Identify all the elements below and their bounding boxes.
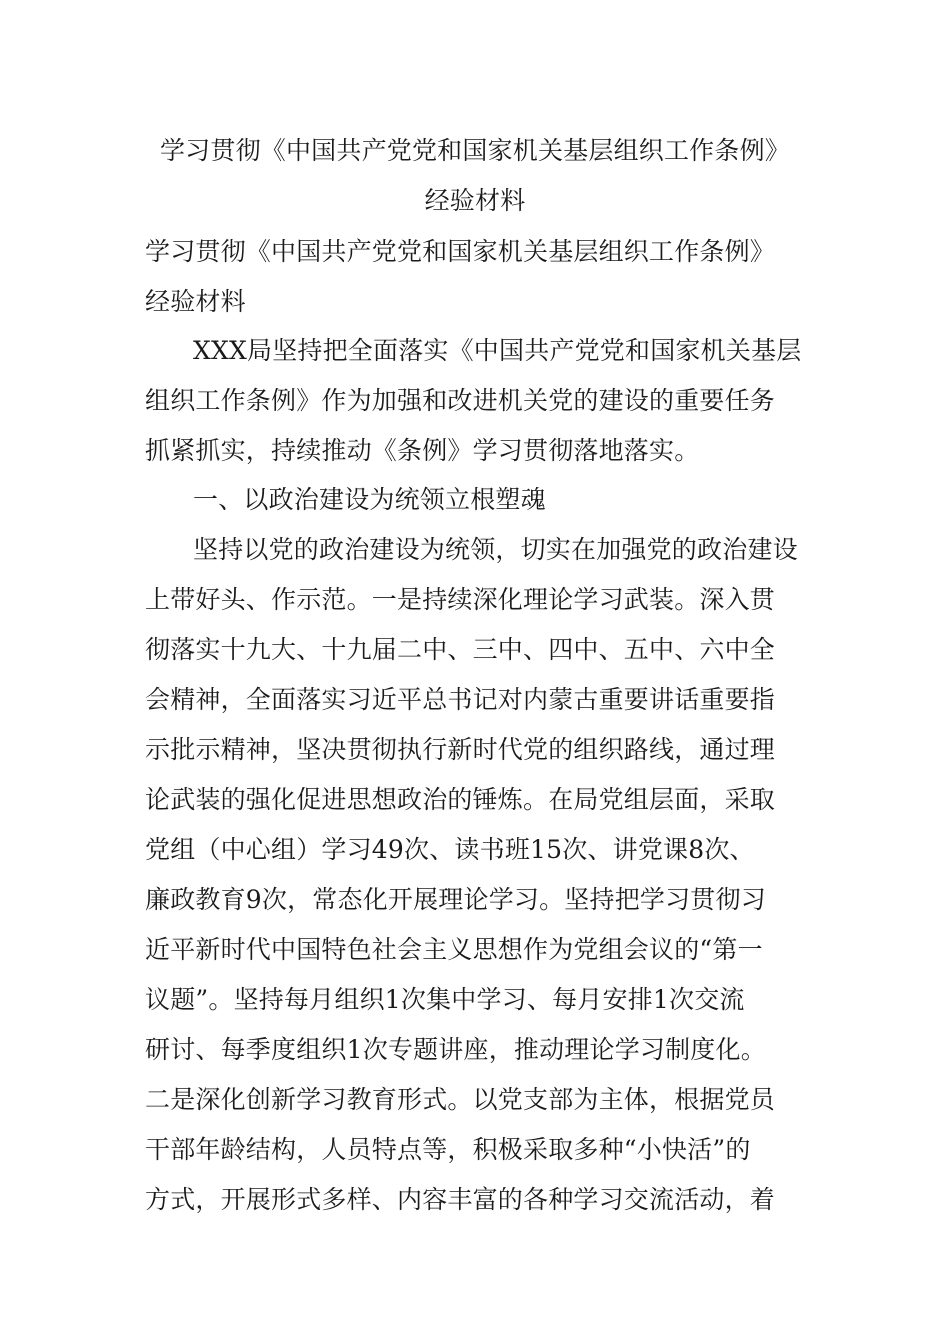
body-line-5: 示批示精神，坚决贯彻执行新时代党的组织路线，通过理 <box>145 735 776 764</box>
section-heading: 一、以政治建设为统领立根塑魂 <box>193 485 546 514</box>
repeat-title-line-2: 经验材料 <box>145 287 246 316</box>
body-line-9: 近平新时代中国特色社会主义思想作为党组会议的“第一 <box>145 935 763 964</box>
body-line-11: 研讨、每季度组织1次专题讲座，推动理论学习制度化。 <box>145 1035 766 1064</box>
intro-line-1: XXX局坚持把全面落实《中国共产党党和国家机关基层 <box>193 336 802 365</box>
intro-line-3: 抓紧抓实，持续推动《条例》学习贯彻落地落实。 <box>145 436 700 465</box>
body-line-2: 上带好头、作示范。一是持续深化理论学习武装。深入贯 <box>145 585 776 614</box>
body-line-1: 坚持以党的政治建设为统领，切实在加强党的政治建设 <box>193 535 798 564</box>
body-line-10: 议题”。坚持每月组织1次集中学习、每月安排1次交流 <box>145 985 745 1014</box>
intro-line-2: 组织工作条例》作为加强和改进机关党的建设的重要任务 <box>145 386 776 415</box>
body-line-6: 论武装的强化促进思想政治的锤炼。在局党组层面，采取 <box>145 785 776 814</box>
repeat-title-line-1: 学习贯彻《中国共产党党和国家机关基层组织工作条例》 <box>145 237 776 266</box>
body-line-4: 会精神，全面落实习近平总书记对内蒙古重要讲话重要指 <box>145 685 776 714</box>
body-line-12: 二是深化创新学习教育形式。以党支部为主体，根据党员 <box>145 1085 776 1114</box>
body-line-7: 党组（中心组）学习49次、读书班15次、讲党课8次、 <box>145 835 755 864</box>
body-line-3: 彻落实十九大、十九届二中、三中、四中、五中、六中全 <box>145 635 776 664</box>
body-line-8: 廉政教育9次，常态化开展理论学习。坚持把学习贯彻习 <box>145 885 766 914</box>
document-title-line-2: 经验材料 <box>424 186 526 215</box>
body-line-13: 干部年龄结构，人员特点等，积极采取多种“小快活”的 <box>145 1135 751 1164</box>
document-title-line-1: 学习贯彻《中国共产党党和国家机关基层组织工作条例》 <box>159 136 790 165</box>
body-line-14: 方式，开展形式多样、内容丰富的各种学习交流活动，着 <box>145 1185 776 1214</box>
